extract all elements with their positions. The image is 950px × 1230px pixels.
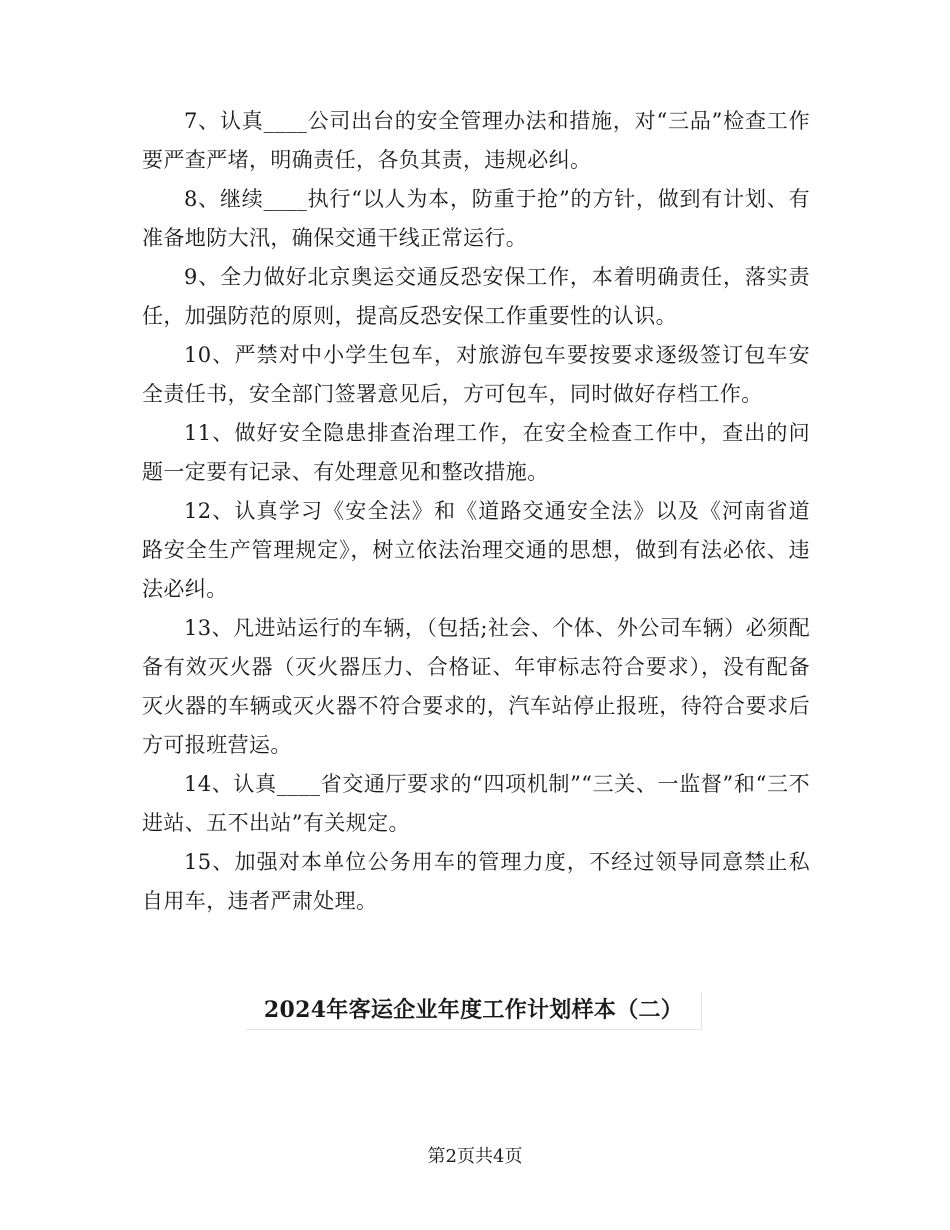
paragraph-12: 12、认真学习《安全法》和《道路交通安全法》以及《河南省道路安全生产管理规定》，树立依法治理交通的思想，做到有法必依、违法必纠。 [142,499,810,601]
paragraph-8: 8、继续____执行“以人为本，防重于抢”的方针，做到有计划、有准备地防大汛，确保交通干线正常运行。 [142,187,810,250]
paragraph-14: 14、认真____省交通厅要求的“四项机制”“三关、一监督”和“三不进站、五不出站”有关规定。 [142,772,810,835]
page-number: 第2页共4页 [427,1146,523,1167]
paragraph-10: 10、严禁对中小学生包车，对旅游包车要按要求逐级签订包车安全责任书，安全部门签署意见后，方可包车，同时做好存档工作。 [142,343,810,406]
section-heading: 2024年客运企业年度工作计划样本（二） [263,997,684,1023]
paragraph-9: 9、全力做好北京奥运交通反恐安保工作，本着明确责任，落实责任，加强防范的原则，提高反恐安保工作重要性的认识。 [142,265,810,328]
paragraph-15: 15、加强对本单位公务用车的管理力度，不经过领导同意禁止私自用车，违者严肃处理。 [142,850,810,913]
paragraph-7: 7、认真____公司出台的安全管理办法和措施，对“三品”检查工作要严查严堵，明确责任，各负其责，违规必纠。 [142,109,810,172]
paragraph-11: 11、做好安全隐患排查治理工作，在安全检查工作中，查出的问题一定要有记录、有处理意见和整改措施。 [142,421,810,484]
body-text [142,102,810,921]
paragraph-13: 13、凡进站运行的车辆，（包括;社会、个体、外公司车辆）必须配备有效灭火器（灭火器压力、合格证、年审标志符合要求），没有配备灭火器的车辆或灭火器不符合要求的，汽车站停止报班，待符合要求后方可报班营运。 [142,616,810,757]
section-heading-box [246,992,702,1030]
